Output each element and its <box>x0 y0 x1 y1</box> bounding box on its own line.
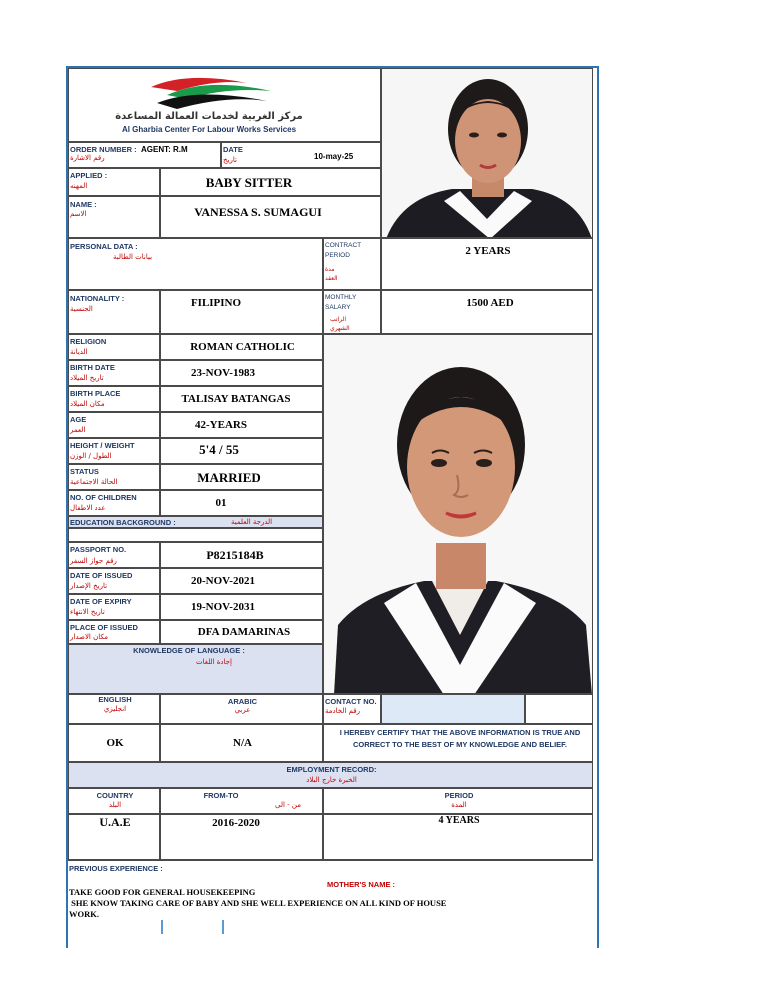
birth-date-value: 23-NOV-1983 <box>191 367 255 379</box>
monthly-salary-label-ar: الراتب الشهري <box>330 316 350 332</box>
birth-date-label-ar: تاريخ الميلاد <box>70 374 104 382</box>
children-label-cell <box>68 490 160 516</box>
contact-label: CONTACT NO. <box>325 697 377 706</box>
height-weight-value: 5'4 / 55 <box>199 442 239 457</box>
education-label-ar: الدرجة العلمية <box>231 518 273 526</box>
children-value: 01 <box>215 497 227 509</box>
date-expiry-label-cell <box>68 594 160 620</box>
nationality-label: NATIONALITY : <box>70 294 125 303</box>
place-issued-label: PLACE OF ISSUED <box>70 623 138 632</box>
date-label-ar: تاريخ <box>223 156 237 164</box>
monthly-salary-value: 1500 AED <box>466 297 514 309</box>
date-expiry-value: 19-NOV-2031 <box>191 601 255 613</box>
logo-english-name: Al Gharbia Center For Labour Works Services <box>121 125 297 134</box>
employment-row-from-to <box>160 814 323 860</box>
employment-country-value: U.A.E <box>99 815 131 829</box>
name-label-ar: الاسم <box>70 210 87 218</box>
children-label-ar: عدد الاطفال <box>70 504 106 512</box>
status-label-cell <box>68 464 160 490</box>
name-value-cell <box>160 196 381 238</box>
children-label: NO. OF CHILDREN <box>70 493 137 502</box>
language-label: KNOWLEDGE OF LANGUAGE : <box>133 646 245 655</box>
place-issued-value-cell <box>160 620 323 644</box>
nationality-label-cell <box>68 290 160 334</box>
arabic-value-cell <box>160 724 323 762</box>
place-issued-value: DFA DAMARINAS <box>197 626 291 638</box>
applicant-photo-small <box>381 68 593 238</box>
applied-value: BABY SITTER <box>205 175 293 190</box>
age-label-cell <box>68 412 160 438</box>
date-issued-label: DATE OF ISSUED <box>70 571 133 580</box>
arabic-label-cell <box>160 694 323 724</box>
personal-data-cell <box>68 238 323 290</box>
employment-row-period <box>323 814 593 860</box>
religion-value-cell <box>160 334 323 360</box>
passport-no-value: P8215184B <box>206 548 264 562</box>
date-issued-value-cell <box>160 568 323 594</box>
col-from-to-header <box>160 788 323 814</box>
height-weight-label-cell <box>68 438 160 464</box>
employment-record-label: EMPLOYMENT RECORD: <box>286 765 377 774</box>
col-from-to-label-ar: من - الى <box>275 801 301 809</box>
date-expiry-label: DATE OF EXPIRY <box>70 597 132 606</box>
order-number-cell <box>68 142 221 168</box>
mothers-name-label: MOTHER'S NAME : <box>327 880 396 889</box>
applied-value-cell <box>160 168 381 196</box>
employment-record-cell <box>68 762 593 788</box>
passport-no-label-ar: رقم جواز السفر <box>70 557 117 565</box>
col-country-header <box>68 788 160 814</box>
date-issued-label-cell <box>68 568 160 594</box>
age-value-cell <box>160 412 323 438</box>
logo-cell <box>68 68 381 142</box>
status-label: STATUS <box>70 467 99 476</box>
logo-arabic-name: مركز الغربية لخدمات العمالة المساعدة <box>115 111 303 122</box>
birth-place-label-ar: مكان الميلاد <box>70 400 105 408</box>
experience-line-2: SHE KNOW TAKING CARE OF BABY AND SHE WELL EXPERIENCE ON ALL KIND OF HOUSE <box>69 898 447 908</box>
date-label: DATE <box>223 145 243 154</box>
contract-period-value: 2 YEARS <box>465 245 511 257</box>
contact-extra-cell <box>525 694 593 724</box>
contract-period-label-cell <box>323 238 381 290</box>
birth-place-value-cell <box>160 386 323 412</box>
col-country-label: COUNTRY <box>96 791 134 800</box>
religion-label-cell <box>68 334 160 360</box>
birth-place-label-cell <box>68 386 160 412</box>
education-blank-cell <box>68 528 323 542</box>
children-value-cell <box>160 490 323 516</box>
status-value: MARRIED <box>197 470 261 485</box>
contact-value-cell <box>381 694 525 724</box>
birth-date-label-cell <box>68 360 160 386</box>
education-label: EDUCATION BACKGROUND : <box>70 518 176 527</box>
passport-no-label-cell <box>68 542 160 568</box>
employment-row-country <box>68 814 160 860</box>
arabic-label-ar: عربي <box>234 706 251 714</box>
contract-period-label-ar: مدة العقد <box>325 266 338 282</box>
applied-label: APPLIED : <box>70 171 108 180</box>
nationality-label-ar: الجنسية <box>70 305 93 313</box>
english-value: OK <box>106 737 124 749</box>
order-number-label-ar: رقم الاشارة <box>70 154 105 162</box>
contact-label-ar: رقم الخادمة <box>325 707 360 715</box>
contact-label-cell <box>323 694 381 724</box>
name-value: VANESSA S. SUMAGUI <box>194 205 322 219</box>
place-issued-label-cell <box>68 620 160 644</box>
date-expiry-label-ar: تاريخ الانتهاء <box>70 608 105 616</box>
name-label-cell <box>68 196 160 238</box>
order-number-label: ORDER NUMBER : <box>70 145 137 154</box>
col-from-to-label: FROM-TO <box>203 791 239 800</box>
logo-emblem <box>147 73 277 113</box>
order-number-value: AGENT: R.M <box>141 145 188 154</box>
date-value: 10-may-25 <box>314 152 354 161</box>
name-label: NAME : <box>70 200 97 209</box>
place-issued-label-ar: مكان الاصدار <box>70 633 108 641</box>
employment-record-label-ar: الخبرة خارج البلاد <box>306 776 357 784</box>
religion-label: RELIGION <box>70 337 107 346</box>
col-period-label: PERIOD <box>444 791 474 800</box>
religion-label-ar: الديانة <box>70 348 88 356</box>
date-issued-label-ar: تاريخ الإصدار <box>70 582 108 590</box>
contract-period-label: CONTRACT PERIOD <box>325 242 361 259</box>
nationality-value-cell <box>160 290 323 334</box>
monthly-salary-value-cell <box>381 290 593 334</box>
nationality-value: FILIPINO <box>190 297 242 309</box>
date-issued-value: 20-NOV-2021 <box>191 575 255 587</box>
employment-from-to-value: 2016-2020 <box>212 817 260 829</box>
certify-text: I HEREBY CERTIFY THAT THE ABOVE INFORMATION IS TRUE AND CORRECT TO THE BEST OF MY KNOWLEDGE AND BELIEF. <box>339 728 581 749</box>
age-value: 42-YEARS <box>195 419 247 431</box>
personal-data-label: PERSONAL DATA : <box>70 242 138 251</box>
col-country-label-ar: البلد <box>108 801 122 809</box>
status-value-cell <box>160 464 323 490</box>
height-weight-label: HEIGHT / WEIGHT <box>70 441 135 450</box>
column-marker-right <box>222 920 224 934</box>
experience-line-1: TAKE GOOD FOR GENERAL HOUSEKEEPING <box>69 887 256 897</box>
column-marker-left <box>161 920 163 934</box>
education-cell <box>68 516 323 528</box>
height-weight-label-ar: الطول / الوزن <box>70 452 112 460</box>
passport-no-label: PASSPORT NO. <box>70 545 127 554</box>
language-label-ar: إجادة اللغات <box>196 658 232 666</box>
previous-experience-label: PREVIOUS EXPERIENCE : <box>69 864 163 873</box>
experience-line-3: WORK. <box>69 909 99 919</box>
english-value-cell <box>68 724 160 762</box>
status-label-ar: الحالة الاجتماعية <box>70 478 118 486</box>
contract-period-value-cell <box>381 238 593 290</box>
applied-label-cell <box>68 168 160 196</box>
birth-place-label: BIRTH PLACE <box>70 389 121 398</box>
height-weight-value-cell <box>160 438 323 464</box>
personal-data-label-ar: بيانات الطالبة <box>113 253 153 261</box>
arabic-label: ARABIC <box>227 697 258 706</box>
english-label: ENGLISH <box>98 695 132 704</box>
monthly-salary-label: MONTHLY SALARY <box>325 294 357 311</box>
arabic-value: N/A <box>233 737 252 749</box>
applied-label-ar: المهنه <box>70 182 88 190</box>
applicant-photo-large <box>323 334 593 694</box>
col-period-header <box>323 788 593 814</box>
english-label-ar: انجليزي <box>103 705 127 713</box>
age-label-ar: العمر <box>70 426 86 434</box>
religion-value: ROMAN CATHOLIC <box>190 341 295 353</box>
english-label-cell <box>68 694 160 724</box>
birth-place-value: TALISAY BATANGAS <box>181 393 291 405</box>
employment-period-value: 4 YEARS <box>438 815 480 826</box>
date-expiry-value-cell <box>160 594 323 620</box>
birth-date-label: BIRTH DATE <box>70 363 115 372</box>
age-label: AGE <box>70 415 87 424</box>
passport-no-value-cell <box>160 542 323 568</box>
certify-cell <box>323 724 593 762</box>
language-cell <box>68 644 323 694</box>
birth-date-value-cell <box>160 360 323 386</box>
monthly-salary-label-cell <box>323 290 381 334</box>
col-period-label-ar: المدة <box>451 801 467 809</box>
date-cell <box>221 142 381 168</box>
